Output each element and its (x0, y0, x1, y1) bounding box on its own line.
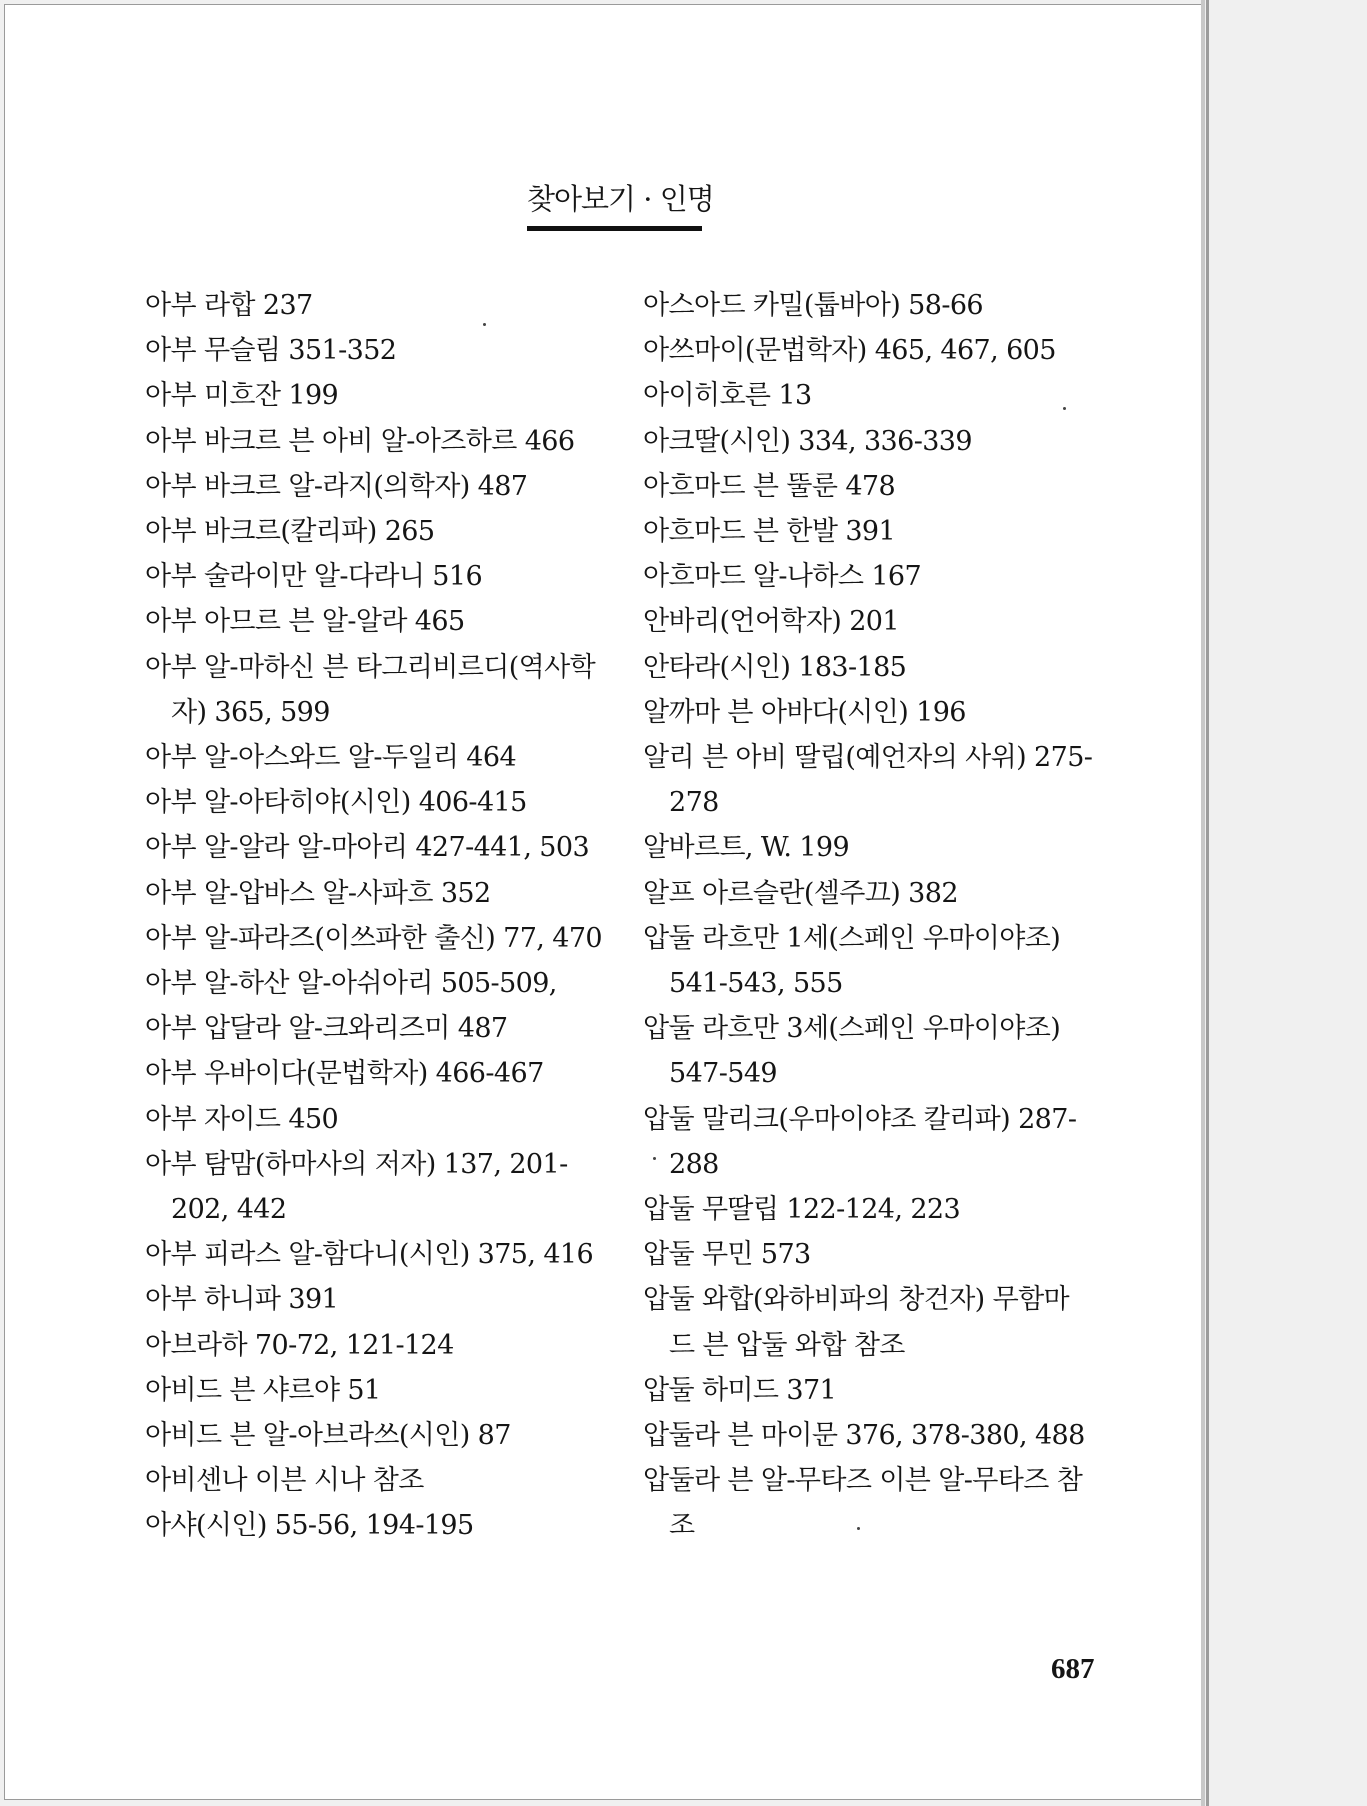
index-entry: 알까마 븐 아바다(시인) 196 (643, 696, 966, 728)
index-entry: 아부 바크르(칼리파) 265 (145, 516, 435, 548)
index-entry: 아비드 븐 샤르야 51 (145, 1374, 381, 1406)
index-entry: 알바르트, W. 199 (643, 832, 850, 864)
index-entry: 아부 라합 237 (145, 290, 313, 321)
index-entry: 아부 아므르 븐 알-알라 465 (145, 606, 465, 638)
index-entry: 압둘 무민 573 (643, 1239, 811, 1271)
index-entry: 아부 무슬림 351-352 (145, 335, 397, 367)
print-speck (857, 1527, 860, 1530)
print-speck (1063, 407, 1066, 410)
index-entry: 아흐마드 븐 뚤룬 478 (643, 470, 896, 502)
index-entry: 아부 하니파 391 (145, 1284, 339, 1316)
index-entry: 아부 미흐잔 199 (145, 380, 339, 412)
page-number: 687 (1051, 1653, 1095, 1685)
index-entry: 압둘 말리크(우마이야조 칼리파) 287-288 (643, 1103, 1077, 1180)
index-entry: 알리 븐 아비 딸립(예언자의 사위) 275-278 (643, 742, 1093, 819)
index-entry: 아부 바크르 알-라지(의학자) 487 (145, 470, 528, 502)
index-entry: 아비드 븐 알-아브라쓰(시인) 87 (145, 1420, 511, 1452)
index-entry: 아부 알-아스와드 알-두일리 464 (145, 742, 517, 774)
index-entry: 아쓰마이(문법학자) 465, 467, 605 (643, 335, 1056, 367)
index-entry: 아부 알-하산 알-아쉬아리 505-509, (145, 968, 557, 1000)
index-entry: 아부 자이드 450 (145, 1103, 339, 1135)
page-edge-line (1206, 0, 1209, 1806)
index-entry: 압둘 무딸립 122-124, 223 (643, 1194, 961, 1226)
page-title: 찾아보기 · 인명 (527, 182, 714, 216)
print-speck (483, 323, 486, 326)
index-entry: 아흐마드 알-나하스 167 (643, 561, 922, 593)
index-column-right (643, 283, 1093, 1549)
index-entry: 아스아드 카밀(툽바아) 58-66 (643, 290, 984, 321)
index-entry: 압둘라 븐 알-무타즈 이븐 알-무타즈 참조 (643, 1465, 1083, 1542)
print-speck (653, 1157, 656, 1160)
title-underline (527, 226, 702, 231)
index-entry: 안타라(시인) 183-185 (643, 651, 907, 683)
index-entry: 안바리(언어학자) 201 (643, 606, 899, 638)
index-entry: 아부 압달라 알-크와리즈미 487 (145, 1013, 508, 1045)
index-entry: 아부 술라이만 알-다라니 516 (145, 561, 483, 593)
index-entry: 아흐마드 븐 한발 391 (643, 516, 896, 548)
index-entry: 아부 피라스 알-함다니(시인) 375, 416 (145, 1239, 594, 1271)
index-entry: 아브라하 70-72, 121-124 (145, 1329, 454, 1361)
index-entry: 아부 알-압바스 알-사파흐 352 (145, 877, 491, 909)
page-edge-shadow (1201, 0, 1205, 1806)
index-entry: 아크딸(시인) 334, 336-339 (643, 425, 972, 457)
index-entry: 알프 아르슬란(셀주끄) 382 (643, 877, 958, 909)
index-entry: 아부 알-알라 알-마아리 427-441, 503 (145, 832, 590, 864)
index-entry: 아부 알-마하신 븐 타그리비르디(역사학자) 365, 599 (145, 651, 596, 728)
index-entry: 아부 알-아타히야(시인) 406-415 (145, 787, 527, 819)
index-entry: 압둘 라흐만 3세(스페인 우마이야조) 547-549 (643, 1013, 1061, 1090)
index-entry: 아부 우바이다(문법학자) 466-467 (145, 1058, 544, 1090)
index-entry: 압둘 라흐만 1세(스페인 우마이야조) 541-543, 555 (643, 922, 1061, 1000)
index-entry: 아부 알-파라즈(이쓰파한 출신) 77, 470 (145, 922, 602, 954)
book-page (4, 4, 1202, 1800)
index-entry: 아부 바크르 븐 아비 알-아즈하르 466 (145, 425, 575, 457)
index-entry: 아부 탐맘(하마사의 저자) 137, 201-202, 442 (145, 1148, 568, 1226)
index-entry: 아비센나 이븐 시나 참조 (145, 1465, 424, 1497)
index-entry: 압둘라 븐 마이문 376, 378-380, 488 (643, 1420, 1085, 1452)
index-entry: 아이히호른 13 (643, 380, 812, 412)
index-column-left (145, 283, 605, 1549)
index-entry: 아샤(시인) 55-56, 194-195 (145, 1510, 474, 1542)
page-header (527, 177, 714, 231)
index-entry: 압둘 하미드 371 (643, 1374, 837, 1406)
index-entry: 압둘 와합(와하비파의 창건자) 무함마드 븐 압둘 와합 참조 (643, 1284, 1070, 1361)
